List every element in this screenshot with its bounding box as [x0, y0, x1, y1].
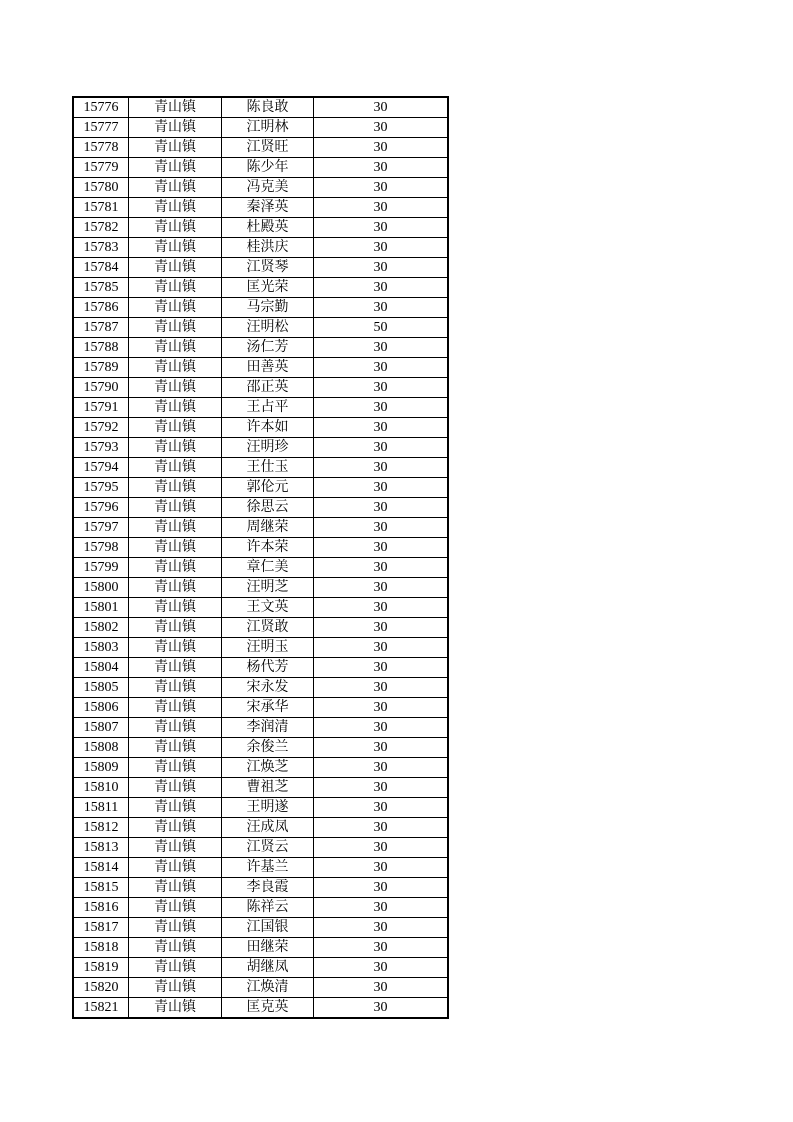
row-id-cell: 15804 [73, 658, 129, 678]
amount-cell: 30 [314, 898, 449, 918]
row-id-cell: 15808 [73, 738, 129, 758]
town-cell: 青山镇 [129, 298, 222, 318]
person-name-cell: 李润清 [222, 718, 314, 738]
person-name-cell: 冯克美 [222, 178, 314, 198]
person-name-cell: 匡光荣 [222, 278, 314, 298]
person-name-cell: 许本荣 [222, 538, 314, 558]
town-cell: 青山镇 [129, 798, 222, 818]
table-row [73, 658, 448, 678]
amount-cell: 30 [314, 298, 449, 318]
amount-cell: 30 [314, 238, 449, 258]
amount-cell: 30 [314, 478, 449, 498]
row-id-cell: 15789 [73, 358, 129, 378]
person-name-cell: 王占平 [222, 398, 314, 418]
person-name-cell: 汪明玉 [222, 638, 314, 658]
table-row [73, 318, 448, 338]
amount-cell: 30 [314, 558, 449, 578]
town-cell: 青山镇 [129, 998, 222, 1019]
row-id-cell: 15781 [73, 198, 129, 218]
amount-cell: 30 [314, 598, 449, 618]
row-id-cell: 15791 [73, 398, 129, 418]
person-name-cell: 汪明珍 [222, 438, 314, 458]
amount-cell: 30 [314, 518, 449, 538]
table-row [73, 878, 448, 898]
person-name-cell: 陈少年 [222, 158, 314, 178]
person-name-cell: 马宗勤 [222, 298, 314, 318]
row-id-cell: 15780 [73, 178, 129, 198]
table-row [73, 958, 448, 978]
row-id-cell: 15803 [73, 638, 129, 658]
person-name-cell: 汤仁芳 [222, 338, 314, 358]
row-id-cell: 15800 [73, 578, 129, 598]
table-row [73, 238, 448, 258]
person-name-cell: 汪明芝 [222, 578, 314, 598]
row-id-cell: 15785 [73, 278, 129, 298]
town-cell: 青山镇 [129, 658, 222, 678]
town-cell: 青山镇 [129, 118, 222, 138]
amount-cell: 30 [314, 638, 449, 658]
town-cell: 青山镇 [129, 538, 222, 558]
amount-cell: 50 [314, 318, 449, 338]
amount-cell: 30 [314, 718, 449, 738]
row-id-cell: 15821 [73, 998, 129, 1019]
person-name-cell: 李良霞 [222, 878, 314, 898]
table-row [73, 438, 448, 458]
person-name-cell: 江焕清 [222, 978, 314, 998]
row-id-cell: 15806 [73, 698, 129, 718]
town-cell: 青山镇 [129, 138, 222, 158]
row-id-cell: 15805 [73, 678, 129, 698]
row-id-cell: 15793 [73, 438, 129, 458]
amount-cell: 30 [314, 658, 449, 678]
amount-cell: 30 [314, 938, 449, 958]
table-row [73, 938, 448, 958]
town-cell: 青山镇 [129, 758, 222, 778]
town-cell: 青山镇 [129, 638, 222, 658]
amount-cell: 30 [314, 198, 449, 218]
amount-cell: 30 [314, 858, 449, 878]
row-id-cell: 15816 [73, 898, 129, 918]
amount-cell: 30 [314, 378, 449, 398]
amount-cell: 30 [314, 618, 449, 638]
amount-cell: 30 [314, 258, 449, 278]
row-id-cell: 15810 [73, 778, 129, 798]
person-name-cell: 周继荣 [222, 518, 314, 538]
town-cell: 青山镇 [129, 498, 222, 518]
town-cell: 青山镇 [129, 278, 222, 298]
table-row [73, 158, 448, 178]
person-name-cell: 徐思云 [222, 498, 314, 518]
town-cell: 青山镇 [129, 418, 222, 438]
table-row [73, 578, 448, 598]
person-name-cell: 江焕芝 [222, 758, 314, 778]
person-name-cell: 田继荣 [222, 938, 314, 958]
town-cell: 青山镇 [129, 778, 222, 798]
table-row [73, 978, 448, 998]
table-row [73, 518, 448, 538]
row-id-cell: 15819 [73, 958, 129, 978]
town-cell: 青山镇 [129, 198, 222, 218]
town-cell: 青山镇 [129, 858, 222, 878]
row-id-cell: 15815 [73, 878, 129, 898]
person-name-cell: 许本如 [222, 418, 314, 438]
town-cell: 青山镇 [129, 818, 222, 838]
town-cell: 青山镇 [129, 438, 222, 458]
table-row [73, 398, 448, 418]
row-id-cell: 15776 [73, 97, 129, 118]
table-body [73, 97, 448, 1018]
person-name-cell: 田善英 [222, 358, 314, 378]
row-id-cell: 15786 [73, 298, 129, 318]
amount-cell: 30 [314, 158, 449, 178]
table-row [73, 838, 448, 858]
row-id-cell: 15820 [73, 978, 129, 998]
table-row [73, 298, 448, 318]
town-cell: 青山镇 [129, 578, 222, 598]
table-row [73, 198, 448, 218]
row-id-cell: 15799 [73, 558, 129, 578]
person-name-cell: 邵正英 [222, 378, 314, 398]
person-name-cell: 章仁美 [222, 558, 314, 578]
amount-cell: 30 [314, 818, 449, 838]
amount-cell: 30 [314, 418, 449, 438]
person-name-cell: 宋永发 [222, 678, 314, 698]
row-id-cell: 15783 [73, 238, 129, 258]
row-id-cell: 15779 [73, 158, 129, 178]
row-id-cell: 15811 [73, 798, 129, 818]
row-id-cell: 15784 [73, 258, 129, 278]
table-row [73, 798, 448, 818]
person-name-cell: 江国银 [222, 918, 314, 938]
person-name-cell: 江贤旺 [222, 138, 314, 158]
table-row [73, 558, 448, 578]
town-cell: 青山镇 [129, 558, 222, 578]
town-cell: 青山镇 [129, 978, 222, 998]
row-id-cell: 15782 [73, 218, 129, 238]
row-id-cell: 15778 [73, 138, 129, 158]
amount-cell: 30 [314, 958, 449, 978]
table-row [73, 418, 448, 438]
person-name-cell: 江明林 [222, 118, 314, 138]
amount-cell: 30 [314, 358, 449, 378]
person-name-cell: 江贤敢 [222, 618, 314, 638]
town-cell: 青山镇 [129, 158, 222, 178]
table-row [73, 618, 448, 638]
table-row [73, 138, 448, 158]
amount-cell: 30 [314, 998, 449, 1019]
row-id-cell: 15787 [73, 318, 129, 338]
amount-cell: 30 [314, 538, 449, 558]
town-cell: 青山镇 [129, 898, 222, 918]
table-row [73, 758, 448, 778]
amount-cell: 30 [314, 398, 449, 418]
row-id-cell: 15788 [73, 338, 129, 358]
amount-cell: 30 [314, 578, 449, 598]
amount-cell: 30 [314, 97, 449, 118]
row-id-cell: 15801 [73, 598, 129, 618]
amount-cell: 30 [314, 438, 449, 458]
row-id-cell: 15795 [73, 478, 129, 498]
amount-cell: 30 [314, 798, 449, 818]
table-row [73, 97, 448, 118]
table-row [73, 258, 448, 278]
amount-cell: 30 [314, 118, 449, 138]
amount-cell: 30 [314, 738, 449, 758]
amount-cell: 30 [314, 498, 449, 518]
person-name-cell: 余俊兰 [222, 738, 314, 758]
table-row [73, 778, 448, 798]
person-name-cell: 匡克英 [222, 998, 314, 1019]
table-row [73, 118, 448, 138]
person-name-cell: 王明遂 [222, 798, 314, 818]
person-name-cell: 陈祥云 [222, 898, 314, 918]
town-cell: 青山镇 [129, 458, 222, 478]
town-cell: 青山镇 [129, 518, 222, 538]
table-row [73, 698, 448, 718]
town-cell: 青山镇 [129, 97, 222, 118]
row-id-cell: 15792 [73, 418, 129, 438]
town-cell: 青山镇 [129, 238, 222, 258]
town-cell: 青山镇 [129, 958, 222, 978]
table-row [73, 918, 448, 938]
row-id-cell: 15813 [73, 838, 129, 858]
person-name-cell: 汪成凤 [222, 818, 314, 838]
table-row [73, 858, 448, 878]
amount-cell: 30 [314, 838, 449, 858]
town-cell: 青山镇 [129, 698, 222, 718]
town-cell: 青山镇 [129, 378, 222, 398]
town-cell: 青山镇 [129, 218, 222, 238]
town-cell: 青山镇 [129, 678, 222, 698]
row-id-cell: 15818 [73, 938, 129, 958]
subsidy-table [72, 96, 449, 1019]
person-name-cell: 郭伦元 [222, 478, 314, 498]
table-row [73, 378, 448, 398]
table-row [73, 338, 448, 358]
table-row [73, 598, 448, 618]
town-cell: 青山镇 [129, 918, 222, 938]
town-cell: 青山镇 [129, 878, 222, 898]
town-cell: 青山镇 [129, 718, 222, 738]
person-name-cell: 杜殿英 [222, 218, 314, 238]
amount-cell: 30 [314, 878, 449, 898]
person-name-cell: 杨代芳 [222, 658, 314, 678]
row-id-cell: 15814 [73, 858, 129, 878]
table-row [73, 358, 448, 378]
amount-cell: 30 [314, 918, 449, 938]
row-id-cell: 15794 [73, 458, 129, 478]
person-name-cell: 胡继凤 [222, 958, 314, 978]
amount-cell: 30 [314, 218, 449, 238]
row-id-cell: 15802 [73, 618, 129, 638]
table-row [73, 538, 448, 558]
row-id-cell: 15809 [73, 758, 129, 778]
amount-cell: 30 [314, 338, 449, 358]
person-name-cell: 王仕玉 [222, 458, 314, 478]
person-name-cell: 秦泽英 [222, 198, 314, 218]
table-row [73, 718, 448, 738]
table-row [73, 458, 448, 478]
town-cell: 青山镇 [129, 618, 222, 638]
town-cell: 青山镇 [129, 478, 222, 498]
table-row [73, 818, 448, 838]
amount-cell: 30 [314, 678, 449, 698]
person-name-cell: 桂洪庆 [222, 238, 314, 258]
table-row [73, 218, 448, 238]
town-cell: 青山镇 [129, 338, 222, 358]
row-id-cell: 15790 [73, 378, 129, 398]
row-id-cell: 15777 [73, 118, 129, 138]
row-id-cell: 15807 [73, 718, 129, 738]
town-cell: 青山镇 [129, 178, 222, 198]
table-row [73, 898, 448, 918]
table-row [73, 678, 448, 698]
person-name-cell: 陈良敢 [222, 97, 314, 118]
table-row [73, 498, 448, 518]
table-row [73, 278, 448, 298]
person-name-cell: 曹祖芝 [222, 778, 314, 798]
town-cell: 青山镇 [129, 318, 222, 338]
row-id-cell: 15797 [73, 518, 129, 538]
town-cell: 青山镇 [129, 938, 222, 958]
row-id-cell: 15798 [73, 538, 129, 558]
town-cell: 青山镇 [129, 838, 222, 858]
table-row [73, 738, 448, 758]
amount-cell: 30 [314, 278, 449, 298]
table-row [73, 638, 448, 658]
amount-cell: 30 [314, 978, 449, 998]
table-row [73, 998, 448, 1019]
amount-cell: 30 [314, 138, 449, 158]
amount-cell: 30 [314, 698, 449, 718]
amount-cell: 30 [314, 458, 449, 478]
amount-cell: 30 [314, 758, 449, 778]
row-id-cell: 15812 [73, 818, 129, 838]
town-cell: 青山镇 [129, 398, 222, 418]
town-cell: 青山镇 [129, 598, 222, 618]
person-name-cell: 江贤云 [222, 838, 314, 858]
row-id-cell: 15796 [73, 498, 129, 518]
amount-cell: 30 [314, 178, 449, 198]
person-name-cell: 宋承华 [222, 698, 314, 718]
town-cell: 青山镇 [129, 258, 222, 278]
person-name-cell: 江贤琴 [222, 258, 314, 278]
town-cell: 青山镇 [129, 738, 222, 758]
town-cell: 青山镇 [129, 358, 222, 378]
amount-cell: 30 [314, 778, 449, 798]
row-id-cell: 15817 [73, 918, 129, 938]
person-name-cell: 王文英 [222, 598, 314, 618]
person-name-cell: 许基兰 [222, 858, 314, 878]
table-row [73, 478, 448, 498]
person-name-cell: 汪明松 [222, 318, 314, 338]
table-row [73, 178, 448, 198]
